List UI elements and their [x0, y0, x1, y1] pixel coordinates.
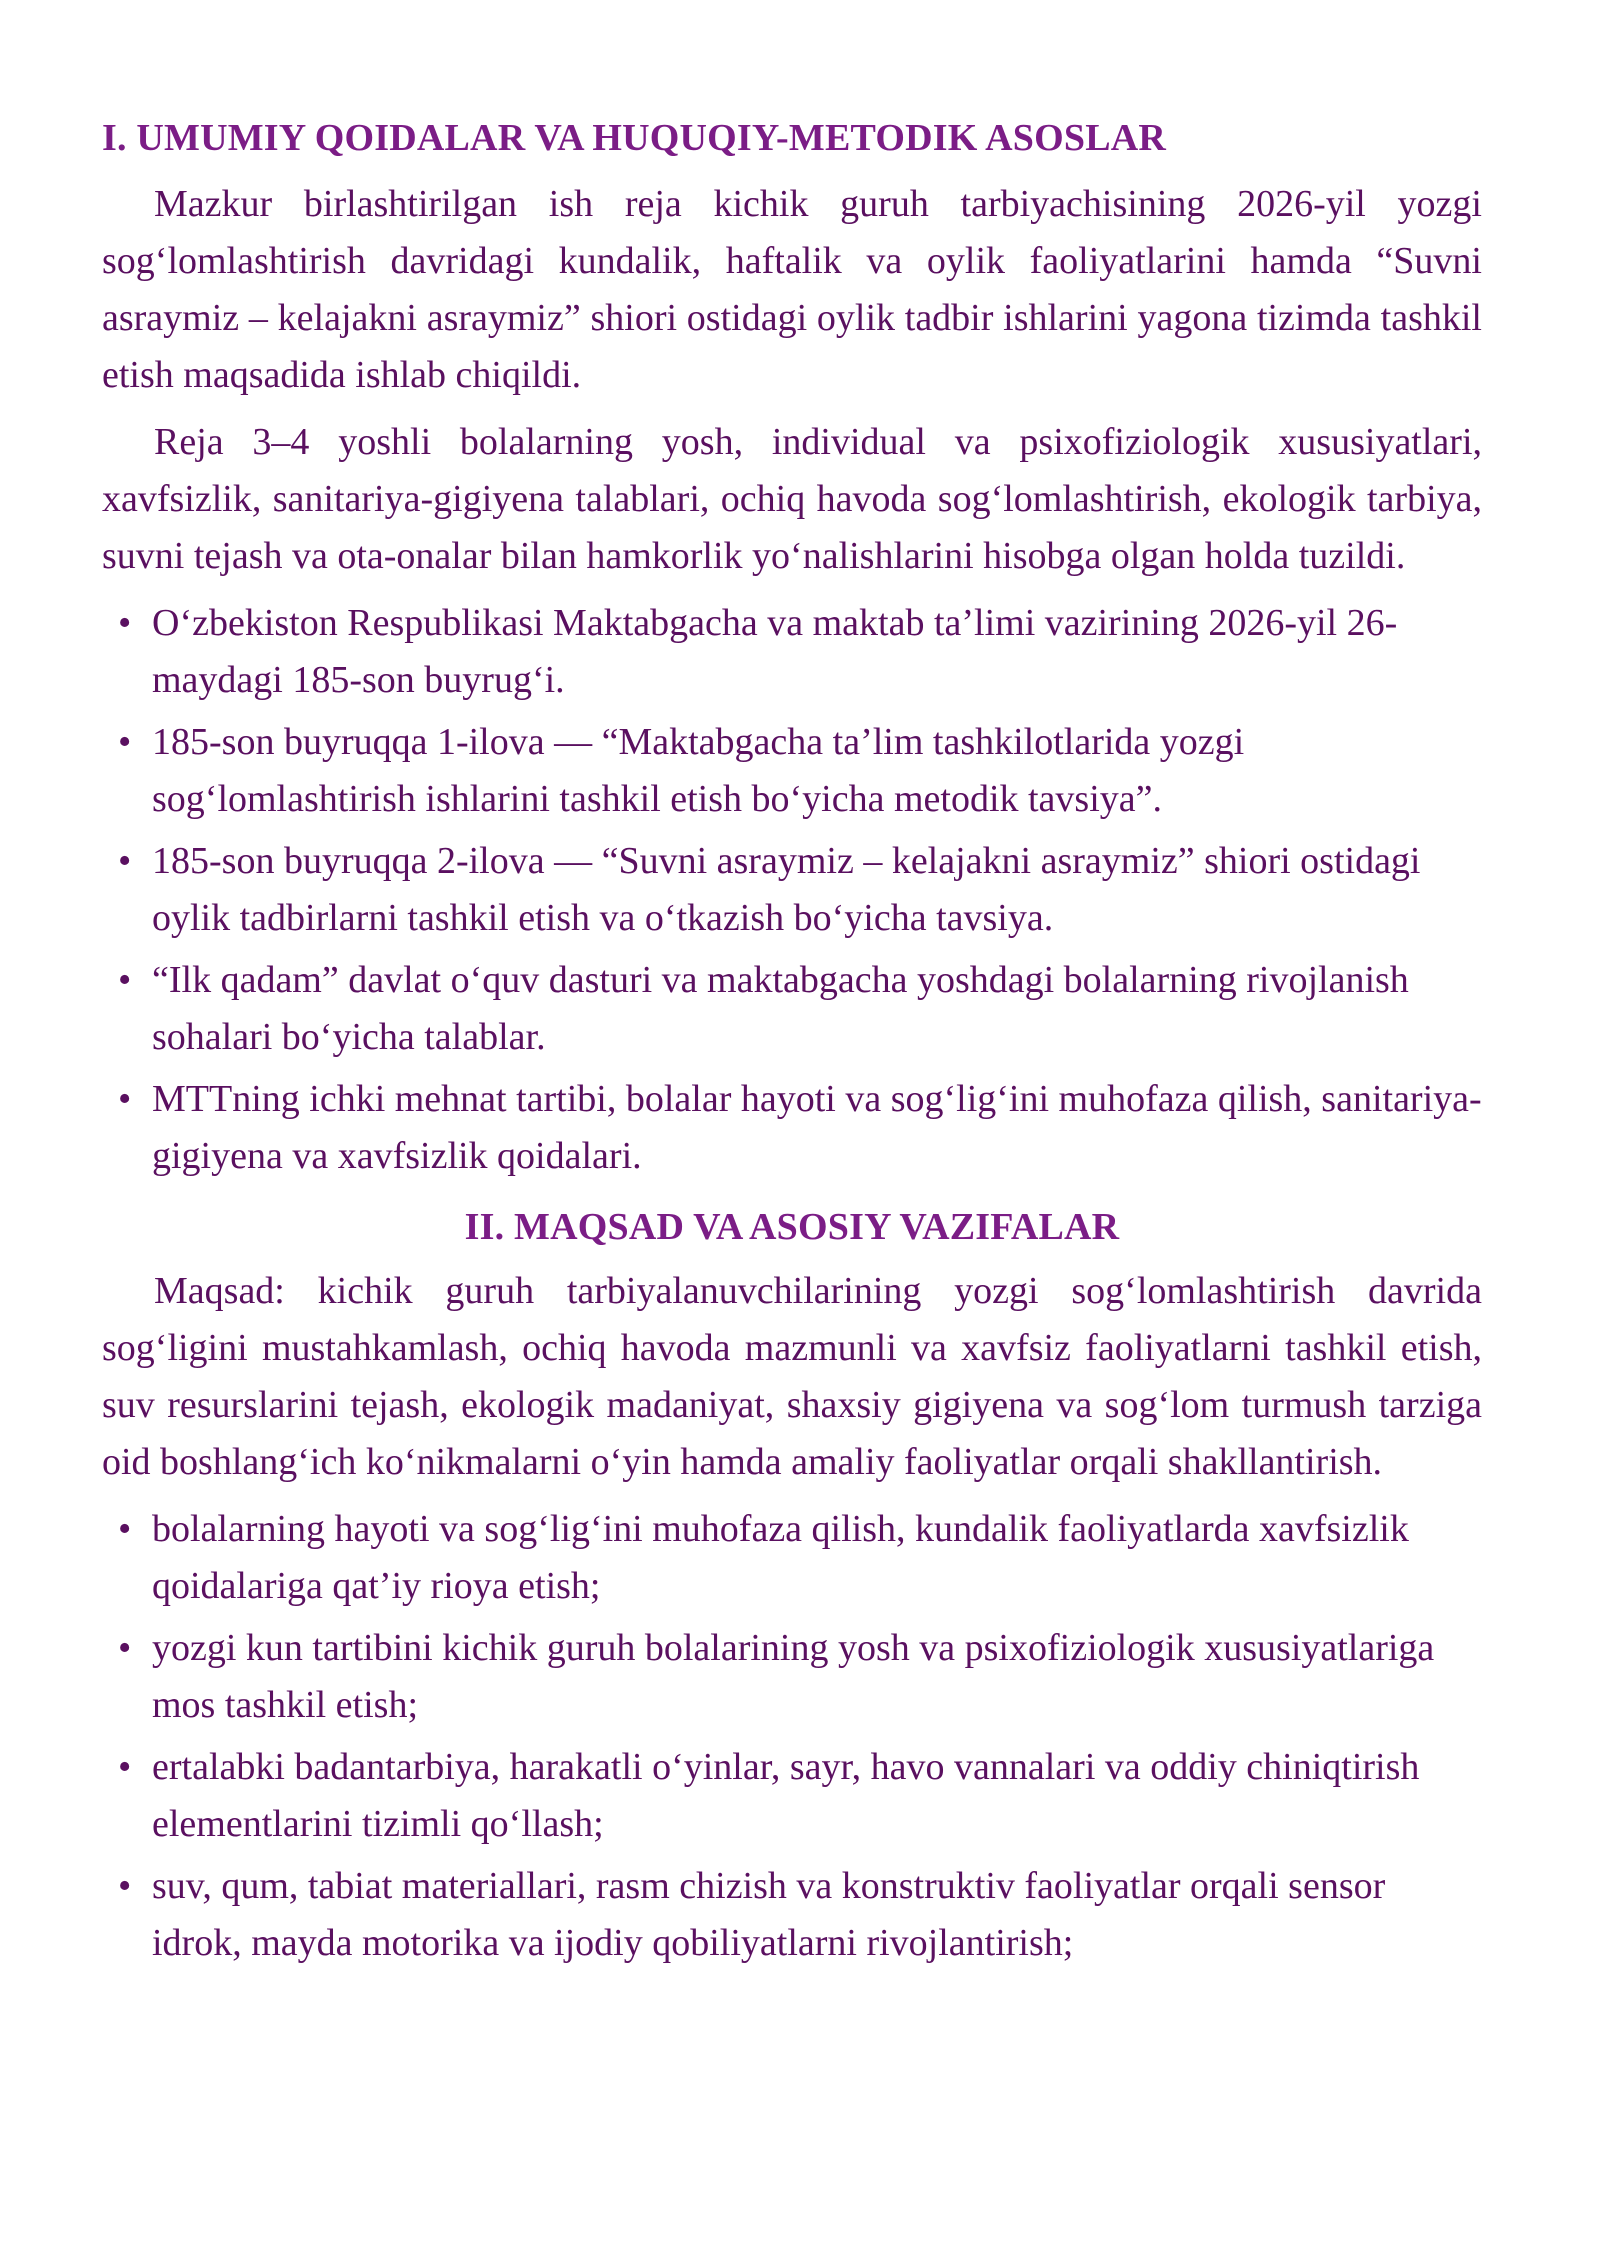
list-item-text: suv, qum, tabiat materiallari, rasm chizish va konstruktiv faoliyatlar orqali sensor idrok, mayda motorika va ijodiy qobiliyatlarni rivojlantirish; — [152, 1865, 1386, 1964]
list-item — [118, 595, 1482, 709]
bullet-icon: • — [118, 1746, 132, 1788]
bullet-icon: • — [118, 840, 132, 882]
list-item-text: O‘zbekiston Respublikasi Maktabgacha va maktab ta’limi vazirining 2026-yil 26-maydagi 185-son buyrug‘i. — [152, 602, 1398, 701]
list-item — [118, 1739, 1482, 1853]
section-2-heading: II. MAQSAD VA ASOSIY VAZIFALAR — [464, 1206, 1120, 1248]
bullet-icon: • — [118, 602, 132, 644]
list-item-text: yozgi kun tartibini kichik guruh bolalarining yosh va psixofiziologik xususiyatlariga mos tashkil etish; — [152, 1627, 1435, 1726]
section-2-bullet-list — [102, 1501, 1482, 1972]
section-1-heading: I. UMUMIY QOIDALAR VA HUQUQIY-METODIK ASOSLAR — [102, 117, 1167, 159]
bullet-icon: • — [118, 1627, 132, 1669]
bullet-icon: • — [118, 1078, 132, 1120]
bullet-icon: • — [118, 1508, 132, 1550]
bullet-icon: • — [118, 959, 132, 1001]
list-item — [118, 1071, 1482, 1185]
section-2-goal-paragraph: Maqsad: kichik guruh tarbiyalanuvchilarining yozgi sog‘lomlashtirish davrida sog‘ligini mustahkamlash, ochiq havoda mazmunli va xavfsiz faoliyatlarni tashkil etish, suv resurslarini tejash, ekologik madaniyat, shaxsiy gigiyena va sog‘lom turmush tarziga oid boshlang‘ich ko‘nikmalarni o‘yin hamda amaliy faoliyatlar orqali shakllantirish. — [102, 1270, 1482, 1483]
list-item — [118, 1620, 1482, 1734]
list-item-text: ertalabki badantarbiya, harakatli o‘yinlar, sayr, havo vannalari va oddiy chiniqtirish elementlarini tizimli qo‘llash; — [152, 1746, 1420, 1845]
list-item-text: 185-son buyruqqa 2-ilova — “Suvni asraymiz – kelajakni asraymiz” shiori ostidagi oylik tadbirlarni tashkil etish va o‘tkazish bo‘yicha tavsiya. — [152, 840, 1421, 939]
list-item — [118, 952, 1482, 1066]
list-item-text: bolalarning hayoti va sog‘lig‘ini muhofaza qilish, kundalik faoliyatlarda xavfsizlik qoidalariga qat’iy rioya etish; — [152, 1508, 1409, 1607]
list-item-text: 185-son buyruqqa 1-ilova — “Maktabgacha ta’lim tashkilotlarida yozgi sog‘lomlashtirish ishlarini tashkil etish bo‘yicha metodik tavsiya”. — [152, 721, 1245, 820]
list-item — [118, 1858, 1482, 1972]
list-item — [118, 1501, 1482, 1615]
bullet-icon: • — [118, 721, 132, 763]
list-item — [118, 714, 1482, 828]
section-1-paragraph-2: Reja 3–4 yoshli bolalarning yosh, individual va psixofiziologik xususiyatlari, xavfsizlik, sanitariya-gigiyena talablari, ochiq havoda sog‘lomlashtirish, ekologik tarbiya, suvni tejash va ota-onalar bilan hamkorlik yo‘nalishlarini hisobga olgan holda tuzildi. — [102, 421, 1482, 577]
list-item-text: MTTning ichki mehnat tartibi, bolalar hayoti va sog‘lig‘ini muhofaza qilish, sanitariya-gigiyena va xavfsizlik qoidalari. — [152, 1078, 1482, 1177]
section-1-paragraph-1: Mazkur birlashtirilgan ish reja kichik guruh tarbiyachisining 2026-yil yozgi sog‘lomlashtirish davridagi kundalik, haftalik va oylik faoliyatlarini hamda “Suvni asraymiz – kelajakni asraymiz” shiori ostidagi oylik tadbir ishlarini yagona tizimda tashkil etish maqsadida ishlab chiqildi. — [102, 183, 1482, 396]
list-item-text: “Ilk qadam” davlat o‘quv dasturi va maktabgacha yoshdagi bolalarning rivojlanish sohalari bo‘yicha talablar. — [152, 959, 1409, 1058]
bullet-icon: • — [118, 1865, 132, 1907]
section-1-bullet-list — [102, 595, 1482, 1185]
list-item — [118, 833, 1482, 947]
